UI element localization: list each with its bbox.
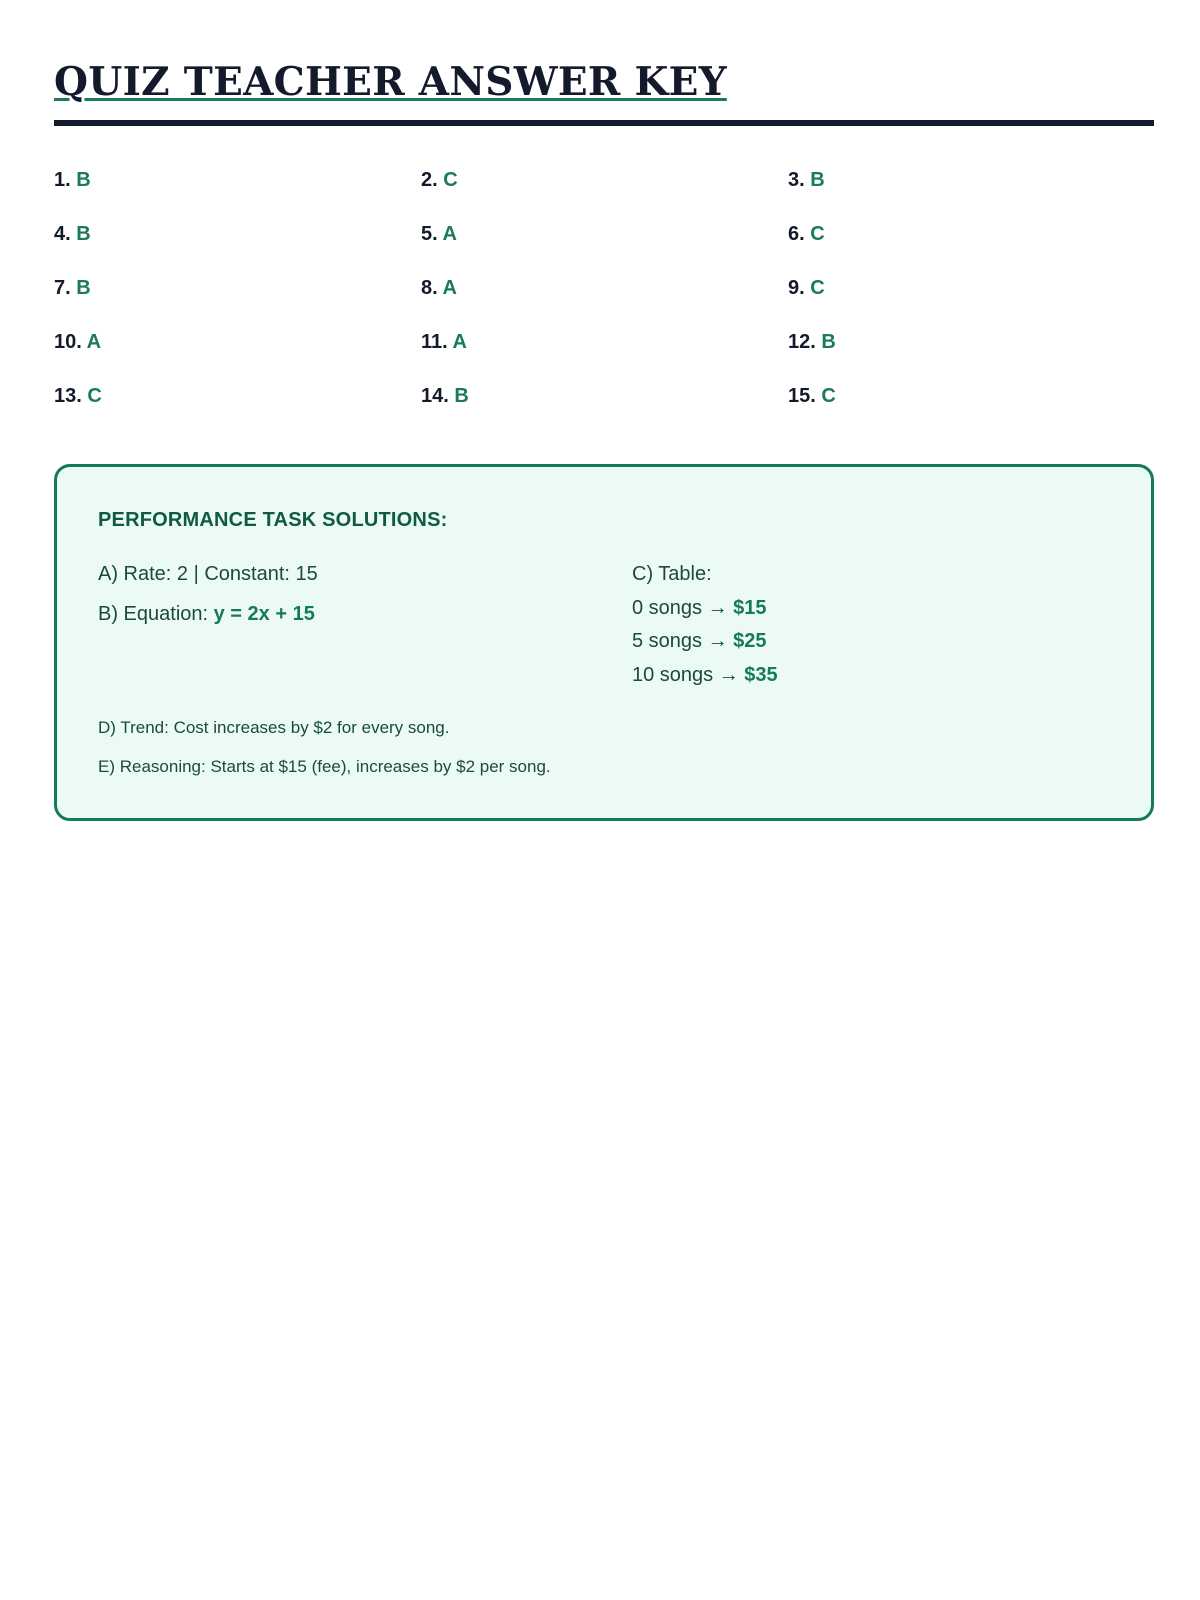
equation-value: y = 2x + 15 [213,603,315,625]
answer-item [788,328,1154,382]
solution-e: E) Reasoning: Starts at $15 (fee), increases by $2 per song. [98,757,551,776]
answer-number: 8. [421,277,438,299]
answer-item [788,166,1154,220]
answer-number: 12. [788,331,816,353]
answer-letter: B [76,223,91,245]
answer-letter: A [442,223,457,245]
performance-task-heading: PERFORMANCE TASK SOLUTIONS: [98,509,448,531]
performance-task-panel [54,464,1154,821]
answer-number: 3. [788,169,805,191]
answer-key-page [54,0,1154,776]
answer-grid [54,166,1154,436]
table-row-cost: $35 [744,664,778,686]
answer-number: 6. [788,223,805,245]
answer-item [421,274,788,328]
answer-letter: C [810,277,825,299]
table-row [632,664,778,687]
solution-a: A) Rate: 2 | Constant: 15 [98,563,318,585]
answer-letter: C [443,169,458,191]
answer-item [788,220,1154,274]
title-divider [54,120,1154,126]
answer-number: 7. [54,277,71,299]
answer-number: 13. [54,385,82,407]
answer-item [421,166,788,220]
answer-item [421,328,788,382]
answer-letter: C [87,385,102,407]
answer-letter: B [76,277,91,299]
answer-item [54,274,421,328]
table-row-cost: $15 [733,597,767,619]
table-row-cost: $25 [733,630,767,652]
answer-number: 15. [788,385,816,407]
solution-b-label: B) Equation: [98,603,214,625]
answer-number: 4. [54,223,71,245]
table-row-songs: 0 songs → [632,597,734,619]
answer-letter: C [810,223,825,245]
table-row-songs: 10 songs → [632,664,745,686]
answer-letter: B [810,169,825,191]
page-title: QUIZ TEACHER ANSWER KEY [54,59,727,105]
answer-item [54,328,421,382]
answer-item [54,166,421,220]
table-row [632,597,767,620]
answer-letter: A [452,331,467,353]
answer-item [788,274,1154,328]
answer-item [421,220,788,274]
answer-letter: B [454,385,469,407]
solution-d: D) Trend: Cost increases by $2 for every song. [98,718,450,737]
answer-number: 10. [54,331,82,353]
table-row-songs: 5 songs → [632,630,734,652]
answer-letter: B [76,169,91,191]
solution-b [98,603,315,626]
answer-number: 1. [54,169,71,191]
answer-number: 9. [788,277,805,299]
answer-number: 5. [421,223,438,245]
answer-item [421,382,788,436]
answer-letter: A [442,277,457,299]
answer-item [54,382,421,436]
answer-letter: C [821,385,836,407]
answer-number: 2. [421,169,438,191]
solution-c-label: C) Table: [632,563,712,585]
answer-number: 14. [421,385,449,407]
answer-item [54,220,421,274]
answer-letter: B [821,331,836,353]
answer-letter: A [86,331,102,353]
answer-item [788,382,1154,436]
table-row [632,630,767,653]
answer-number: 11. [421,331,448,353]
